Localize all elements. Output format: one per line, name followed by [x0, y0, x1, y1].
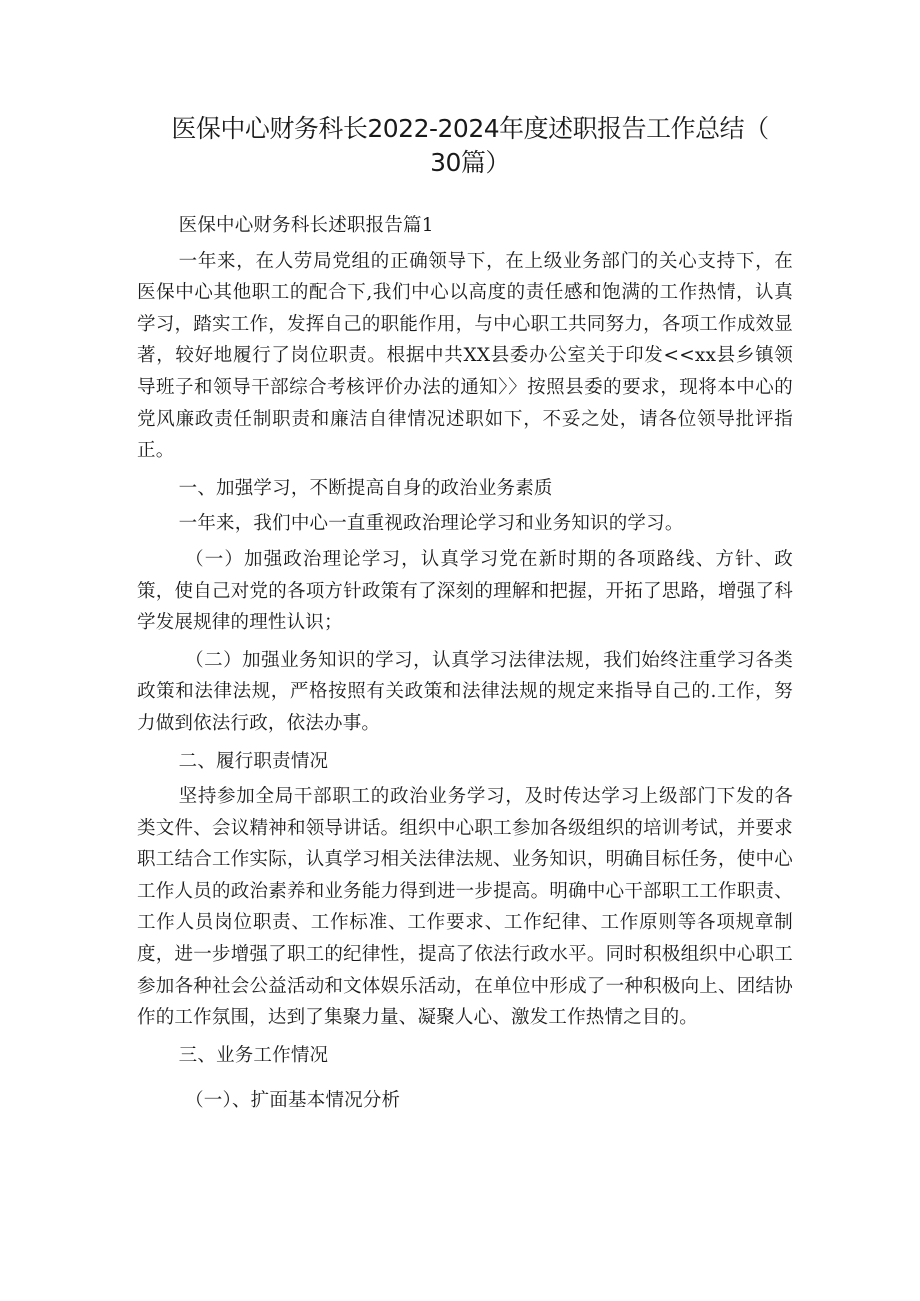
- heading-section-1: 一、加强学习，不断提高自身的政治业务素质: [178, 477, 553, 499]
- document-body: [137, 210, 793, 1123]
- heading-subsection-1: （一）、扩面基本情况分析: [185, 1090, 401, 1112]
- title-line-2: 30篇）: [430, 148, 510, 177]
- heading-section-3: 三、业务工作情况: [178, 1044, 329, 1066]
- paragraph-intro: 一年来，在人劳局党组的正确领导下，在上级业务部门的关心支持下，在医保中心其他职工的配合下,我们中心以高度的责任感和饱满的工作热情，认真学习，踏实工作，发挥自己的职能作用，与中心职工共同努力，各项工作成效显著，较好地履行了岗位职责。根据中共XX县委办公室关于印发<<xx县乡镇领导班子和领导干部综合考核评价办法的通知〉〉按照县委的要求，现将本中心的党风廉政责任制职责和廉洁自律情况述职如下，不妥之处，请各位领导批评指正。: [137, 250, 793, 462]
- paragraph-duties: 坚持参加全局干部职工的政治业务学习，及时传达学习上级部门下发的各类文件、会议精神和领导讲话。组织中心职工参加各级组织的培训考试，并要求职工结合工作实际，认真学习相关法律法规、业务知识，明确目标任务，使中心工作人员的政治素养和业务能力得到进一步提高。明确中心干部职工工作职责、工作人员岗位职责、工作标准、工作要求、工作纪律、工作原则等各项规章制度，进一步增强了职工的纪律性，提高了依法行政水平。同时积极组织中心职工参加各种社会公益活动和文体娱乐活动，在单位中形成了一种积极向上、团结协作的工作氛围，达到了集聚力量、凝聚人心、激发工作热情之目的。: [137, 786, 793, 1029]
- title-line-1: 医保中心财务科长2022-2024年度述职报告工作总结（: [171, 114, 769, 143]
- paragraph-political-study: （一）加强政治理论学习，认真学习党在新时期的各项路线、方针、政策，使自己对党的各项方针政策有了深刻的理解和把握，开拓了思路，增强了科学发展规律的理性认识；: [137, 548, 793, 634]
- heading-section-2: 二、履行职责情况: [178, 750, 329, 772]
- section-heading: 医保中心财务科长述职报告篇1: [178, 215, 434, 236]
- document-title: [140, 112, 800, 180]
- paragraph-study: 一年来，我们中心一直重视政治理论学习和业务知识的学习。: [178, 513, 684, 535]
- paragraph-business-study: （二）加强业务知识的学习，认真学习法律法规，我们始终注重学习各类政策和法律法规，严格按照有关政策和法律法规的规定来指导自己的.工作，努力做到依法行政，依法办事。: [137, 649, 793, 734]
